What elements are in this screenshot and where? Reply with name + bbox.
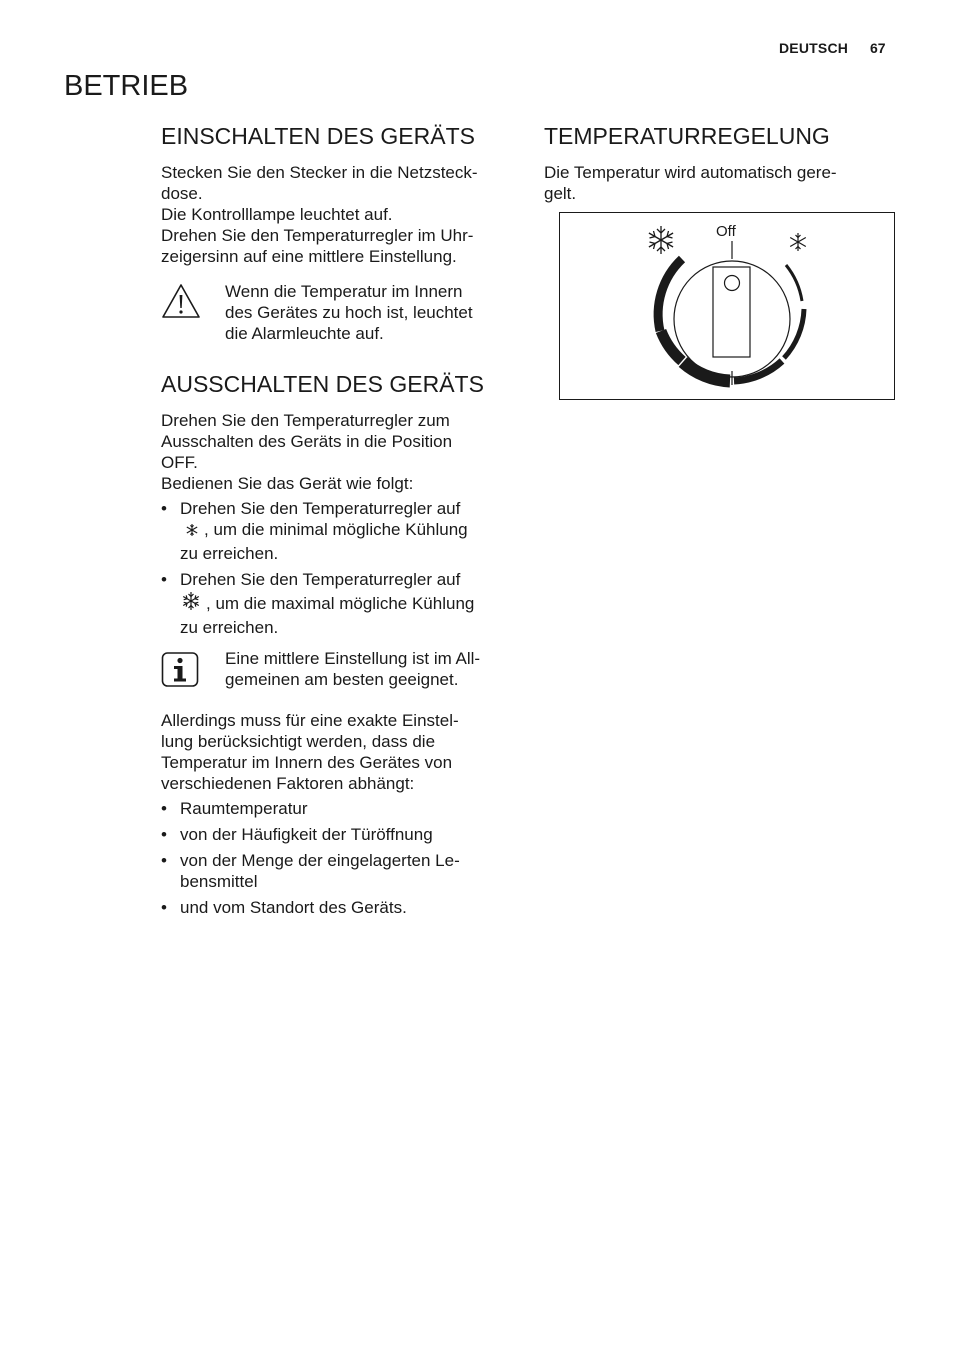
list-line: Drehen Sie den Temperaturregler auf xyxy=(180,570,461,589)
list-line: und vom Standort des Geräts. xyxy=(180,898,407,917)
right-column xyxy=(544,120,896,400)
list-line: Raumtemperatur xyxy=(180,799,308,818)
temperaturregelung-text xyxy=(544,162,896,204)
text-line: Temperatur im Innern des Gerätes von xyxy=(161,753,453,772)
text-line: Drehen Sie den Temperaturregler zum xyxy=(161,411,450,430)
warning-line: Wenn die Temperatur im Innern xyxy=(225,282,463,301)
info-line: gemeinen am besten geeignet. xyxy=(225,670,459,689)
list-line: , um die maximal mögliche Kühlung xyxy=(206,594,475,613)
page-title: BETRIEB xyxy=(64,70,189,102)
snowflake-small-icon xyxy=(184,522,200,543)
warning-line: die Alarmleuchte auf. xyxy=(225,324,384,343)
info-note xyxy=(161,648,513,692)
page-number: 67 xyxy=(870,40,886,56)
warning-triangle-icon xyxy=(161,283,201,324)
text-line: Bedienen Sie das Gerät wie folgt: xyxy=(161,474,414,493)
text-line: Die Kontrolllampe leuchtet auf. xyxy=(161,205,393,224)
list-item: • Raumtemperatur xyxy=(161,798,513,819)
list-item: • und vom Standort des Geräts. xyxy=(161,897,513,918)
list-line: von der Menge der eingelagerten Le- xyxy=(180,851,460,870)
list-line: zu erreichen. xyxy=(180,544,279,563)
warning-note xyxy=(161,281,513,344)
text-line: dose. xyxy=(161,184,203,203)
thermostat-dial-figure xyxy=(559,212,895,400)
text-line: lung berücksichtigt werden, dass die xyxy=(161,732,436,751)
list-line: Drehen Sie den Temperaturregler auf xyxy=(180,499,461,518)
list-item: • Drehen Sie den Temperaturregler auf , um die minimal mögliche Kühlung zu erreichen. xyxy=(161,498,513,564)
text-line: Stecken Sie den Stecker in die Netzsteck- xyxy=(161,163,478,182)
snowflake-large-icon xyxy=(180,590,202,617)
text-line: Allerdings muss für eine exakte Einstel- xyxy=(161,711,459,730)
info-icon xyxy=(161,650,201,695)
ausschalten-text xyxy=(161,410,513,494)
setting-list xyxy=(161,498,513,638)
list-line: , um die minimal mögliche Kühlung xyxy=(204,520,468,539)
dial-off-label: Off xyxy=(716,223,736,240)
text-line: zeigersinn auf eine mittlere Einstellung. xyxy=(161,247,457,266)
factor-list xyxy=(161,798,513,918)
list-line: bensmittel xyxy=(180,872,258,891)
text-line: Ausschalten des Geräts in die Position xyxy=(161,432,453,451)
section-heading-temperaturregelung: TEMPERATURREGELUNG xyxy=(544,123,830,149)
header-language: DEUTSCH xyxy=(779,40,849,56)
text-line: gelt. xyxy=(544,184,577,203)
left-column xyxy=(161,120,513,923)
list-item: • von der Häufigkeit der Türöffnung xyxy=(161,824,513,845)
warning-line: des Gerätes zu hoch ist, leuchtet xyxy=(225,303,473,322)
section-heading-einschalten: EINSCHALTEN DES GERÄTS xyxy=(161,123,475,149)
list-line: zu erreichen. xyxy=(180,618,279,637)
text-line: Die Temperatur wird automatisch gere- xyxy=(544,163,837,182)
list-item: • Drehen Sie den Temperaturregler auf , um die maximal mögliche Kühlung zu erreichen. xyxy=(161,569,513,638)
text-line: Drehen Sie den Temperaturregler im Uhr- xyxy=(161,226,474,245)
einschalten-text xyxy=(161,162,513,267)
info-line: Eine mittlere Einstellung ist im All- xyxy=(225,649,481,668)
factors-intro xyxy=(161,710,513,794)
list-item: • von der Menge der eingelagerten Le- bensmittel xyxy=(161,850,513,892)
text-line: verschiedenen Faktoren abhängt: xyxy=(161,774,415,793)
section-heading-ausschalten: AUSSCHALTEN DES GERÄTS xyxy=(161,371,484,397)
list-line: von der Häufigkeit der Türöffnung xyxy=(180,825,433,844)
text-line: OFF. xyxy=(161,453,198,472)
